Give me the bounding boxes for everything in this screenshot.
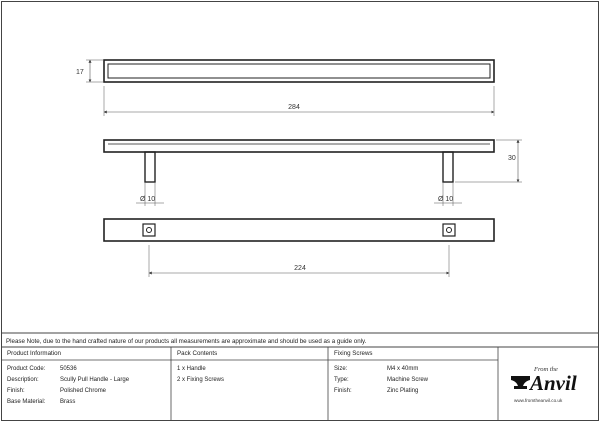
centres-dimension-label: 224 <box>294 265 306 272</box>
brand-from-the: From the <box>534 366 558 373</box>
handle-bottom-view <box>104 219 494 241</box>
projection-dimension <box>455 140 522 182</box>
product-info-label: Finish: <box>7 388 25 394</box>
pack-contents-item: 2 x Fixing Screws <box>177 377 225 383</box>
disclaimer-note: Please Note, due to the hand crafted nature of our products all measurements are approximate and should be used as a guide only. <box>6 338 367 345</box>
product-info-row <box>7 388 106 394</box>
bar-diameter-right-label: Ø 10 <box>438 196 454 203</box>
product-info-label: Product Code: <box>7 366 46 372</box>
fixing-screws-row <box>334 377 428 383</box>
handle-side-view <box>104 140 494 182</box>
fixing-screws-row <box>334 366 418 372</box>
brand-name: Anvil <box>530 371 577 395</box>
product-info-title: Product Information <box>7 350 61 357</box>
brand-url: www.fromtheanvil.co.uk <box>514 398 563 403</box>
handle-top-view <box>104 60 494 82</box>
centres-dimension <box>149 245 449 277</box>
product-info-row <box>7 366 77 372</box>
anvil-icon <box>508 362 596 412</box>
fixing-screws-value: M4 x 40mm <box>387 366 419 372</box>
product-info-row <box>7 399 75 405</box>
brand-logo <box>508 362 596 412</box>
bar-diameter-left-label: Ø 10 <box>140 196 156 203</box>
fixing-screws-value: Zinc Plating <box>387 388 419 394</box>
product-info-label: Base Material: <box>7 399 46 405</box>
projection-dimension-label: 30 <box>508 155 516 162</box>
fixing-screws-label: Size: <box>334 366 348 372</box>
height-dimension <box>76 60 103 82</box>
pack-contents-title: Pack Contents <box>177 350 218 357</box>
product-info-value: 50536 <box>60 366 77 372</box>
fixing-screws-value: Machine Screw <box>387 377 429 383</box>
fixing-screws-title: Fixing Screws <box>334 350 373 357</box>
pack-contents-item: 1 x Handle <box>177 366 206 372</box>
product-info-value: Polished Chrome <box>60 388 107 394</box>
length-dimension-label: 284 <box>288 104 300 111</box>
anvil-shape <box>511 376 530 389</box>
product-info-row <box>7 377 129 383</box>
fixing-screws-label: Finish: <box>334 388 352 394</box>
height-dimension-label: 17 <box>76 69 84 76</box>
length-dimension <box>104 86 494 116</box>
product-info-label: Description: <box>7 377 39 383</box>
product-info-value: Scully Pull Handle - Large <box>60 377 130 383</box>
fixing-screws-row <box>334 388 418 394</box>
bar-diameter-left <box>136 182 164 206</box>
bar-diameter-right <box>434 182 462 206</box>
fixing-screws-label: Type: <box>334 377 349 383</box>
product-info-value: Brass <box>60 399 76 405</box>
